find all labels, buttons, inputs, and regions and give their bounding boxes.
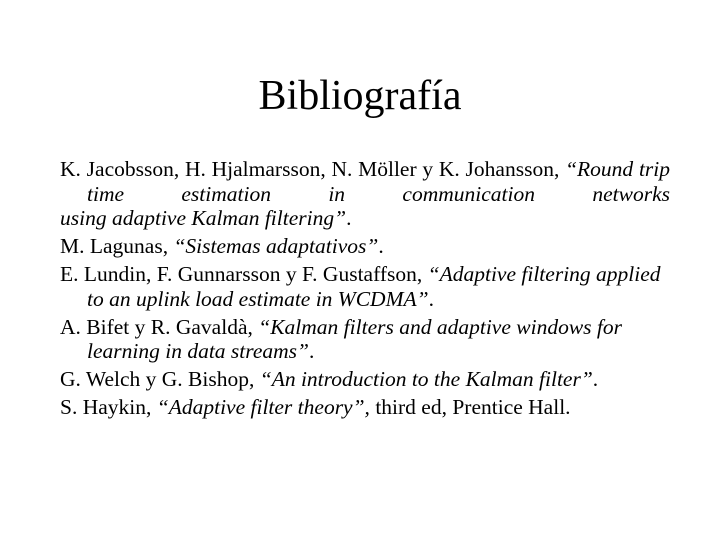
reference-title-end: using adaptive Kalman filtering” — [60, 206, 347, 230]
reference-title: “Adaptive filter theory”, — [156, 395, 370, 419]
reference-tail: . — [308, 339, 315, 363]
reference-item — [60, 262, 670, 311]
reference-tail: . — [346, 206, 352, 230]
reference-tail: . — [428, 286, 434, 311]
reference-authors: G. Welch y G. Bishop, — [60, 367, 255, 391]
reference-authors: S. Haykin, — [60, 395, 152, 419]
reference-item — [60, 315, 670, 364]
reference-title: “Adaptive filtering applied to an uplink load estimate in WCDMA” — [87, 262, 661, 311]
reference-authors: E. Lundin, F. Gunnarsson y F. Gustaffson, — [60, 262, 423, 286]
reference-title: “Kalman filters and adaptive windows for learning in data streams” — [87, 314, 622, 363]
reference-authors: K. Jacobsson, H. Hjalmarsson, N. Möller y K. Johansson, — [60, 157, 560, 181]
reference-authors: M. Lagunas, — [60, 234, 169, 258]
reference-item — [60, 395, 670, 420]
reference-authors: A. Bifet y R. Gavaldà, — [60, 314, 253, 339]
reference-title: “An introduction to the Kalman filter” — [259, 367, 593, 391]
reference-title: “Sistemas adaptativos” — [173, 234, 379, 258]
reference-tail: . — [378, 234, 384, 258]
reference-item — [60, 157, 670, 231]
reference-title: “Round trip time estimation in communication networks — [87, 157, 671, 206]
reference-tail: . — [592, 367, 599, 391]
reference-item — [60, 367, 670, 392]
reference-list — [60, 157, 670, 423]
slide-title: Bibliografía — [258, 73, 462, 119]
reference-tail: third ed, Prentice Hall. — [369, 395, 571, 419]
reference-title-continued — [60, 206, 670, 231]
reference-item — [60, 234, 670, 259]
